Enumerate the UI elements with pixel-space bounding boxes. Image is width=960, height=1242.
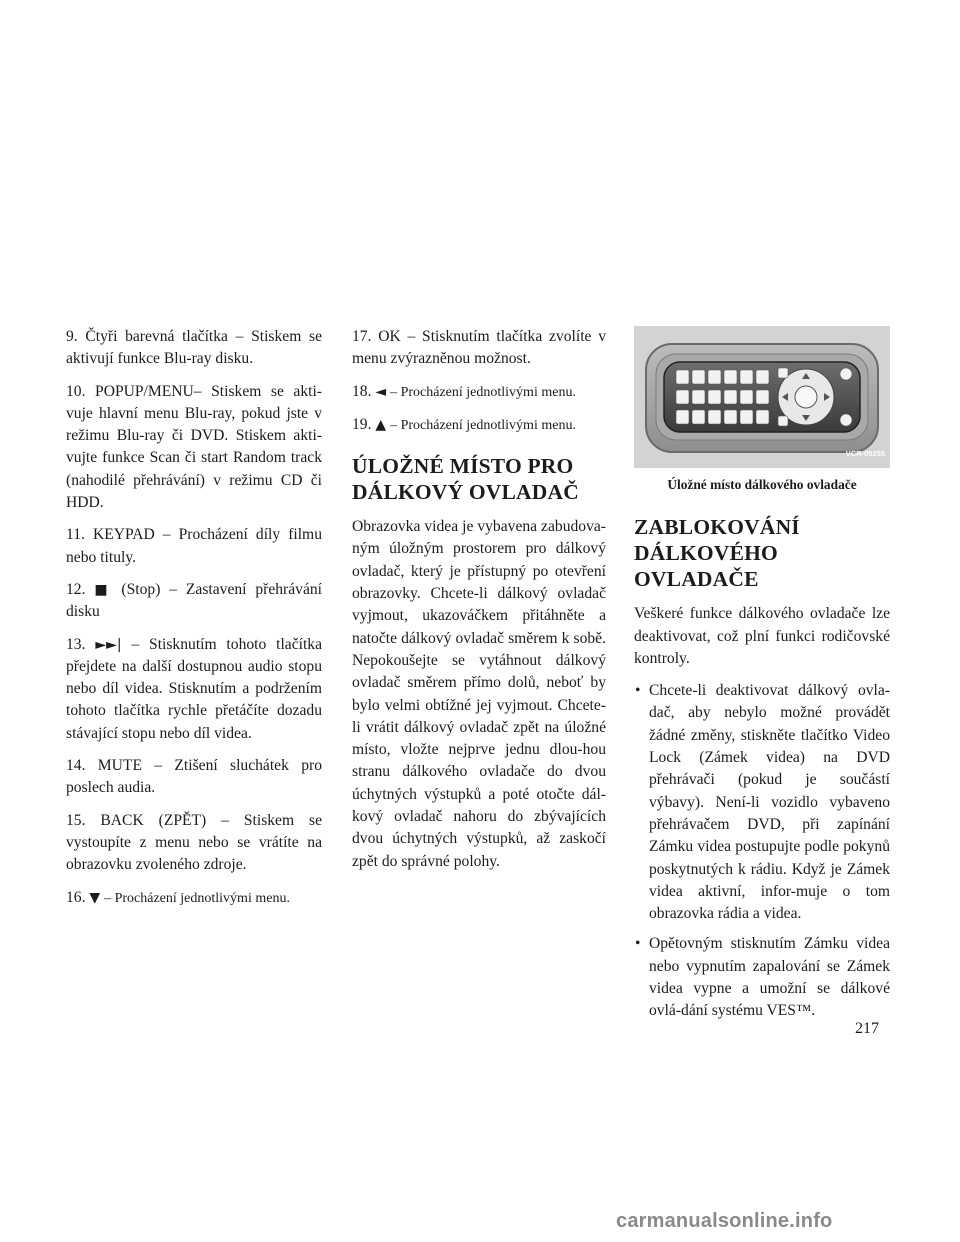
right-column [634,326,890,1031]
arrow-up-icon: ▲ [375,416,387,433]
next-track-icon: ►►| [95,636,122,653]
left-column [66,326,322,920]
section-heading-lock: ZABLOKOVÁNÍ DÁLKOVÉHO OVLADAČE [634,515,800,592]
item-16-number: 16. [66,888,86,906]
item-13 [66,634,322,745]
figure-code: VCR-05255 [845,448,885,458]
item-12-number: 12. [66,580,86,598]
item-15: 15. BACK (ZPĚT) – Stiskem se vystoupíte z menu nebo se vrátíte na obrazovku zvoleného zdroje. [66,811,322,874]
page-number: 217 [855,1020,879,1037]
lock-intro: Veškeré funkce dálkového ovladače lze deaktivovat, což plní funkci rodičovské kontroly. [634,605,890,667]
lock-bullet-list [634,680,890,1022]
stop-icon: ■ [94,581,113,598]
list-item: • Chcete-li deaktivovat dálkový ovla-dač, aby nebylo možné provádět žádné změny, stiskněte tlačítko Video Lock (Zámek videa) na DVD přehrávači (pokud je součástí výbavy). Není-li vozidlo vybaveno přehrávačem DVD, při zapínání Zámku videa postupujte podle pokynů poskytnutých k rádiu. Když je Zámek videa aktivní, infor-muje o tom obrazovka rádia a videa. [634,680,890,925]
remote-storage-figure [634,326,890,468]
item-17: 17. OK – Stisknutím tlačítka zvolíte v menu zvýrazněnou možnost. [352,328,606,368]
section-heading-storage: ÚLOŽNÉ MÍSTO PRO DÁLKOVÝ OVLADAČ [352,454,579,505]
item-19-number: 19. [352,415,372,433]
item-12 [66,579,322,624]
list-item: • Opětovným stisknutím Zámku videa nebo vypnutím zapalování se Zámek videa vypne a umožní se dálkové ovlá-dání systému VES™. [634,933,890,1022]
item-9: 9. Čtyři barevná tlačítka – Stiskem se aktivují funkce Blu-ray disku. [66,328,322,368]
watermark: carmanualsonline.info [616,1210,833,1232]
item-14: 14. MUTE – Ztišení sluchátek pro poslech audia. [66,757,322,797]
item-12-text: (Stop) – Zastavení přehrávání disku [66,580,323,621]
item-11: 11. KEYPAD – Procházení díly filmu nebo tituly. [66,526,322,566]
storage-body: Obrazovka videa je vybavena zabudova-ným úložným prostorem pro dálkový ovladač, který je přístupný po otevření obrazovky. Chcete-li dálkový ovladač vyjmout, ukazováčkem přitáhněte a natočte dálkový ovladač směrem k sobě. Nepokoušejte se vytáhnout dálkový ovladač směrem přímo dolů, neboť by bylo velmi obtížné jej vyjmout. Chcete-li vrátit dálkový ovladač zpět na úložné místo, vložte nejprve jednu dlou-hou stranu dálkového ovladače do dvou úchytných výstupků a poté otočte dál-kový ovladač nahoru do zbývajících dvou úchytných výstupků, až zaskočí zpět do správné polohy. [352,518,606,870]
item-19 [352,414,606,437]
item-10: 10. POPUP/MENU– Stiskem se akti-vuje hlavní menu Blu-ray, pokud jste v režimu Blu-ray či DVD. Stiskem akti-vujte funkce Scan či start Random track (nahodilé přehrávání) v režimu CD či HDD. [66,382,322,512]
item-18-text: – Procházení jednotlivými menu. [390,384,576,400]
item-16-text: – Procházení jednotlivými menu. [104,890,290,906]
item-19-text: – Procházení jednotlivými menu. [390,417,576,433]
middle-column [352,326,606,883]
item-13-number: 13. [66,635,86,653]
item-16 [66,887,322,910]
item-18-number: 18. [352,382,372,400]
figure-caption: Úložné místo dálkového ovladače [667,477,857,492]
item-18 [352,381,606,404]
arrow-left-icon: ◄ [375,383,387,400]
item-13-text: – Stisknutím tohoto tlačítka přejdete na další dostupnou audio stopu nebo díl videa. Stisknutím a podržením tohoto tlačítka rychle přetáčíte dozadu stávající stopu nebo díl videa. [66,635,322,742]
arrow-down-icon: ▼ [89,889,101,906]
